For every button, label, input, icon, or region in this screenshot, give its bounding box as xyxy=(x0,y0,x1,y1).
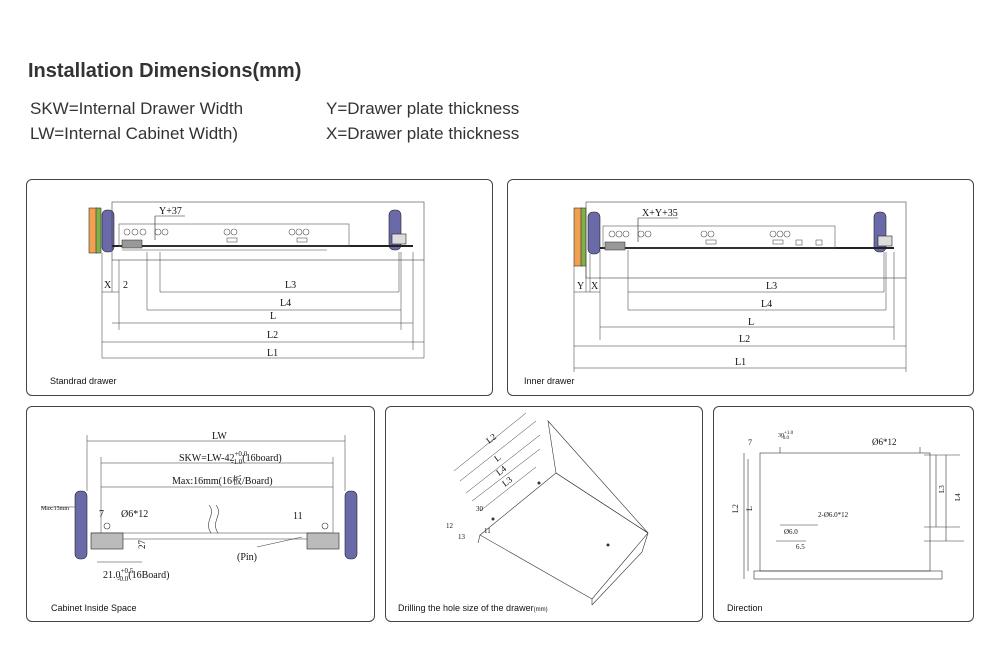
drilling-caption-unit: (mm) xyxy=(533,607,548,613)
drilling-diagram xyxy=(386,407,702,621)
standard-l3-label: L3 xyxy=(285,280,297,291)
inner-x-label: X xyxy=(591,281,599,292)
legend-y: Y=Drawer plate thickness xyxy=(326,99,520,118)
inner-l-label: L xyxy=(748,317,755,328)
inner-callout: X+Y+35 xyxy=(642,208,678,219)
cabinet-lw-label: LW xyxy=(212,431,227,442)
drilling-panel xyxy=(385,406,703,622)
inner-l4-label: L4 xyxy=(761,299,773,310)
direction-seven-label: 7 xyxy=(748,438,752,447)
cabinet-skw-label: $SKW=LW-42^{+0.0}$ -1.0(16board) xyxy=(179,450,282,466)
direction-diagram xyxy=(714,407,973,621)
cabinet-max-label: Max:16mm(16板/Board) xyxy=(172,476,273,487)
slide-lock xyxy=(122,240,142,248)
slide-holes xyxy=(609,231,822,245)
drawer-side-strip xyxy=(581,208,586,266)
left-cabinet-roller xyxy=(588,212,600,254)
drilling-l2-label: L2 xyxy=(484,431,499,446)
drawer-isometric xyxy=(478,421,648,605)
drilling-l4-label: L4 xyxy=(494,463,509,478)
cabinet-space-panel xyxy=(26,406,375,622)
hole-marker xyxy=(104,523,110,529)
right-roller xyxy=(345,491,357,559)
cabinet-max13-label: Max:13mm xyxy=(41,506,69,512)
cabinet-space-caption: Cabinet Inside Space xyxy=(51,603,137,613)
drawer-top-view xyxy=(744,447,964,579)
direction-l3-label: L3 xyxy=(938,485,946,493)
cabinet-seven-label: 7 xyxy=(99,509,104,520)
cabinet-pin-label: (Pin) xyxy=(237,552,257,563)
standard-callout: Y+37 xyxy=(159,206,182,217)
cabinet-bottom-label: $21.0^{+0.5}$ -0.0(16Board) xyxy=(103,567,170,583)
inner-drawer-diagram xyxy=(508,180,973,395)
slide-lock xyxy=(605,242,625,250)
drilling-11-label: 11 xyxy=(484,527,491,535)
direction-hole-label: Ø6*12 xyxy=(872,437,897,447)
slide-holes xyxy=(124,229,309,242)
drilling-30-label: 30 xyxy=(476,505,483,513)
standard-drawer-diagram xyxy=(27,180,492,395)
drilling-l3-label: L3 xyxy=(500,474,515,489)
legend-x: X=Drawer plate thickness xyxy=(326,124,520,143)
standard-two-label: 2 xyxy=(123,280,128,291)
direction-l-label: L xyxy=(745,506,754,511)
direction-caption: Direction xyxy=(727,603,763,613)
cabinet-space-diagram xyxy=(27,407,374,621)
page-title: Installation Dimensions(mm) xyxy=(28,60,302,82)
cabinet-27-label: 27 xyxy=(137,540,147,549)
drawer-outline xyxy=(586,202,906,278)
direction-d6-label: Ø6.0 xyxy=(784,528,798,536)
direction-l2-label: L2 xyxy=(731,504,740,513)
inner-y-label: Y xyxy=(577,281,585,292)
drilling-caption xyxy=(398,603,548,613)
inner-drawer-panel xyxy=(507,179,974,396)
standard-x-label: X xyxy=(104,280,112,291)
standard-drawer-panel xyxy=(26,179,493,396)
direction-l4-label: L4 xyxy=(954,493,962,501)
drilling-caption-text: Drilling the hole size of the drawer xyxy=(398,603,534,613)
hole-marker xyxy=(322,523,328,529)
drilling-13-label: 13 xyxy=(458,533,465,541)
drilling-l-label: L xyxy=(492,452,503,464)
direction-hole2-label: 2-Ø6.0*12 xyxy=(818,511,849,519)
cabinet-hole-label: Ø6*12 xyxy=(121,509,149,520)
direction-panel xyxy=(713,406,974,622)
left-slide-lock xyxy=(91,533,123,549)
standard-drawer-caption: Standrad drawer xyxy=(50,376,117,386)
inner-l1-label: L1 xyxy=(735,357,747,368)
inner-l2-label: L2 xyxy=(739,334,751,345)
cabinet-eleven-label: 11 xyxy=(293,511,303,522)
standard-l2-label: L2 xyxy=(267,330,279,341)
rear-bracket xyxy=(878,236,892,246)
direction-30-label: $30^{+1.0}$ -0.0 xyxy=(778,431,794,441)
drawer-side-strip xyxy=(96,208,101,253)
drilling-12-label: 12 xyxy=(446,522,453,530)
left-roller xyxy=(75,491,87,559)
standard-l-label: L xyxy=(270,311,277,322)
standard-l4-label: L4 xyxy=(280,298,292,309)
rear-bracket xyxy=(392,234,406,244)
inner-l3-label: L3 xyxy=(766,281,778,292)
direction-six5-label: 6.5 xyxy=(796,543,805,551)
right-slide-lock xyxy=(307,533,339,549)
legend-lw: LW=Internal Cabinet Width) xyxy=(30,124,239,143)
standard-l1-label: L1 xyxy=(267,348,279,359)
legend-skw: SKW=Internal Drawer Width xyxy=(30,99,244,118)
inner-drawer-caption: Inner drawer xyxy=(524,376,575,386)
